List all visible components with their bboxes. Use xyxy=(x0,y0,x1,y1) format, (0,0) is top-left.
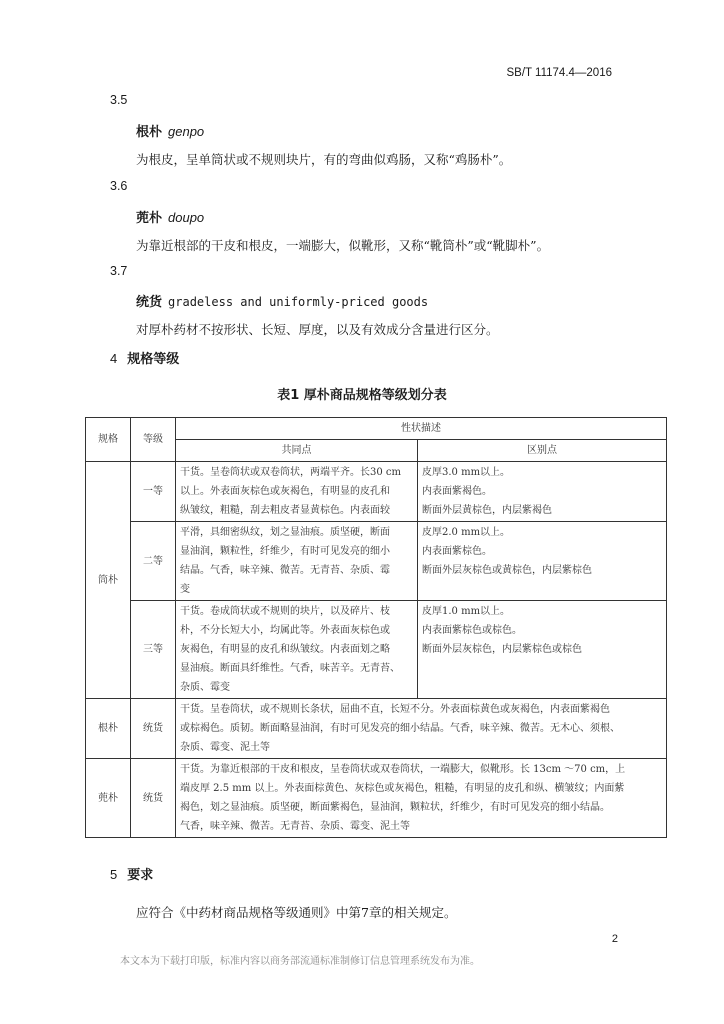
header-spec: 规格 xyxy=(86,418,131,462)
term-definition: 为靠近根部的干皮和根皮，一端膨大，似靴形，又称“靴筒朴”或“靴脚朴”。 xyxy=(136,238,550,253)
header-common: 共同点 xyxy=(176,440,418,462)
spec-cell: 蔸朴 xyxy=(86,759,131,838)
term-heading xyxy=(136,121,204,140)
text-line: 端皮厚 2.5 mm 以上。外表面棕黄色、灰棕色或灰褐色，粗糙，有明显的皮孔和纵、横皱纹；内面紫 xyxy=(180,783,625,794)
term-zh: 统货 xyxy=(136,295,163,310)
text-line: 杂质、霉变、泥土等 xyxy=(180,742,270,753)
text-line: 干货。呈卷筒状或双卷筒状，两端平齐。长30 cm xyxy=(180,467,401,478)
grade-table xyxy=(85,417,667,838)
text-line: 皮厚3.0 mm以上。 xyxy=(422,467,511,478)
term-en: doupo xyxy=(168,210,205,225)
common-cell xyxy=(176,522,418,601)
text-line: 断面外层灰棕色，内层紫棕色或棕色 xyxy=(422,644,582,655)
difference-cell xyxy=(418,522,667,601)
text-line: 褐色，划之显油痕。质坚硬，断面紫褐色，显油润，颗粒状，纤维少，有时可见发亮的细小结晶。 xyxy=(180,802,610,813)
table-row xyxy=(86,601,667,699)
table-row xyxy=(86,522,667,601)
text-line: 干货。卷成筒状或不规则的块片，以及碎片、枝 xyxy=(180,606,390,617)
table-header-row xyxy=(86,418,667,440)
text-line: 显油痕。断面具纤维性。气香，味苦辛。无青苔、 xyxy=(180,663,400,674)
difference-cell xyxy=(418,601,667,699)
text-line: 灰褐色，有明显的皮孔和纵皱纹。内表面划之略 xyxy=(180,644,390,655)
text-line: 变 xyxy=(180,584,190,595)
term-en: gradeless and uniformly-priced goods xyxy=(168,295,429,309)
text-line: 以上。外表面灰棕色或灰褐色，有明显的皮孔和 xyxy=(180,486,390,497)
section-heading xyxy=(110,348,179,367)
section-heading xyxy=(110,864,153,883)
section-number: 4 xyxy=(110,351,118,366)
difference-cell xyxy=(418,462,667,522)
text-line: 平滑，具细密纵纹，划之显油痕。质坚硬，断面 xyxy=(180,527,390,538)
text-line: 内表面紫棕色。 xyxy=(422,546,492,557)
term-zh: 蔸朴 xyxy=(136,211,163,226)
text-line: 或棕褐色。质韧。断面略显油润，有时可见发亮的细小结晶。气香，味辛辣、微苦。无木心、须根、 xyxy=(180,723,620,734)
text-line: 杂质、霉变 xyxy=(180,682,230,693)
header-difference: 区别点 xyxy=(418,440,667,462)
term-zh: 根朴 xyxy=(136,125,163,140)
standard-number: SB/T 11174.4—2016 xyxy=(506,67,612,79)
term-definition: 对厚朴药材不按形状、长短、厚度，以及有效成分含量进行区分。 xyxy=(136,322,499,337)
grade-cell: 一等 xyxy=(131,462,176,522)
text-line: 干货。为靠近根部的干皮和根皮，呈卷筒状或双卷筒状，一端膨大，似靴形。长 13cm ～70 cm，上 xyxy=(180,764,626,775)
header-traits: 性状描述 xyxy=(176,418,667,440)
term-en: genpo xyxy=(168,124,205,139)
section-number: 5 xyxy=(110,867,118,882)
text-line: 内表面紫褐色。 xyxy=(422,486,492,497)
header-grade: 等级 xyxy=(131,418,176,462)
table-row xyxy=(86,699,667,759)
section-title: 规格等级 xyxy=(127,352,180,367)
text-line: 断面外层黄棕色，内层紫褐色 xyxy=(422,505,552,516)
term-definition: 为根皮，呈单筒状或不规则块片，有的弯曲似鸡肠，又称“鸡肠朴”。 xyxy=(136,152,512,167)
common-cell xyxy=(176,601,418,699)
spec-cell: 根朴 xyxy=(86,699,131,759)
grade-cell: 统货 xyxy=(131,699,176,759)
section-title: 要求 xyxy=(127,868,154,883)
clause-number: 3.5 xyxy=(110,93,128,107)
spec-cell: 筒朴 xyxy=(86,462,131,699)
table-caption: 表1 厚朴商品规格等级划分表 xyxy=(277,388,447,403)
grade-cell: 二等 xyxy=(131,522,176,601)
page-number: 2 xyxy=(611,933,618,945)
text-line: 干货。呈卷筒状，或不规则长条状，屈曲不直，长短不分。外表面棕黄色或灰褐色，内表面紫褐色 xyxy=(180,704,610,715)
footer-notice: 本文本为下载打印版，标准内容以商务部流通标准制修订信息管理系统发布为准。 xyxy=(120,956,480,967)
text-line: 皮厚1.0 mm以上。 xyxy=(422,606,511,617)
text-line: 显油润，颗粒性，纤维少，有时可见发亮的细小 xyxy=(180,546,390,557)
text-line: 皮厚2.0 mm以上。 xyxy=(422,527,511,538)
text-line: 断面外层灰棕色或黄棕色，内层紫棕色 xyxy=(422,565,592,576)
term-heading xyxy=(136,291,428,310)
text-line: 朴，不分长短大小，均属此等。外表面灰棕色或 xyxy=(180,625,390,636)
table-row xyxy=(86,462,667,522)
text-line: 结晶。气香，味辛辣、微苦。无青苔、杂质、霉 xyxy=(180,565,390,576)
text-line: 内表面紫棕色或棕色。 xyxy=(422,625,522,636)
text-line: 纵皱纹，粗糙，刮去粗皮者显黄棕色。内表面较 xyxy=(180,505,390,516)
text-line: 气香，味辛辣、微苦。无青苔、杂质、霉变、泥土等 xyxy=(180,821,410,832)
section-text: 应符合《中药材商品规格等级通则》中第7章的相关规定。 xyxy=(136,905,457,920)
clause-number: 3.7 xyxy=(110,264,128,278)
common-cell xyxy=(176,462,418,522)
term-heading xyxy=(136,207,204,226)
grade-cell: 统货 xyxy=(131,759,176,838)
description-cell xyxy=(176,759,667,838)
grade-cell: 三等 xyxy=(131,601,176,699)
description-cell xyxy=(176,699,667,759)
table-row xyxy=(86,759,667,838)
clause-number: 3.6 xyxy=(110,179,128,193)
